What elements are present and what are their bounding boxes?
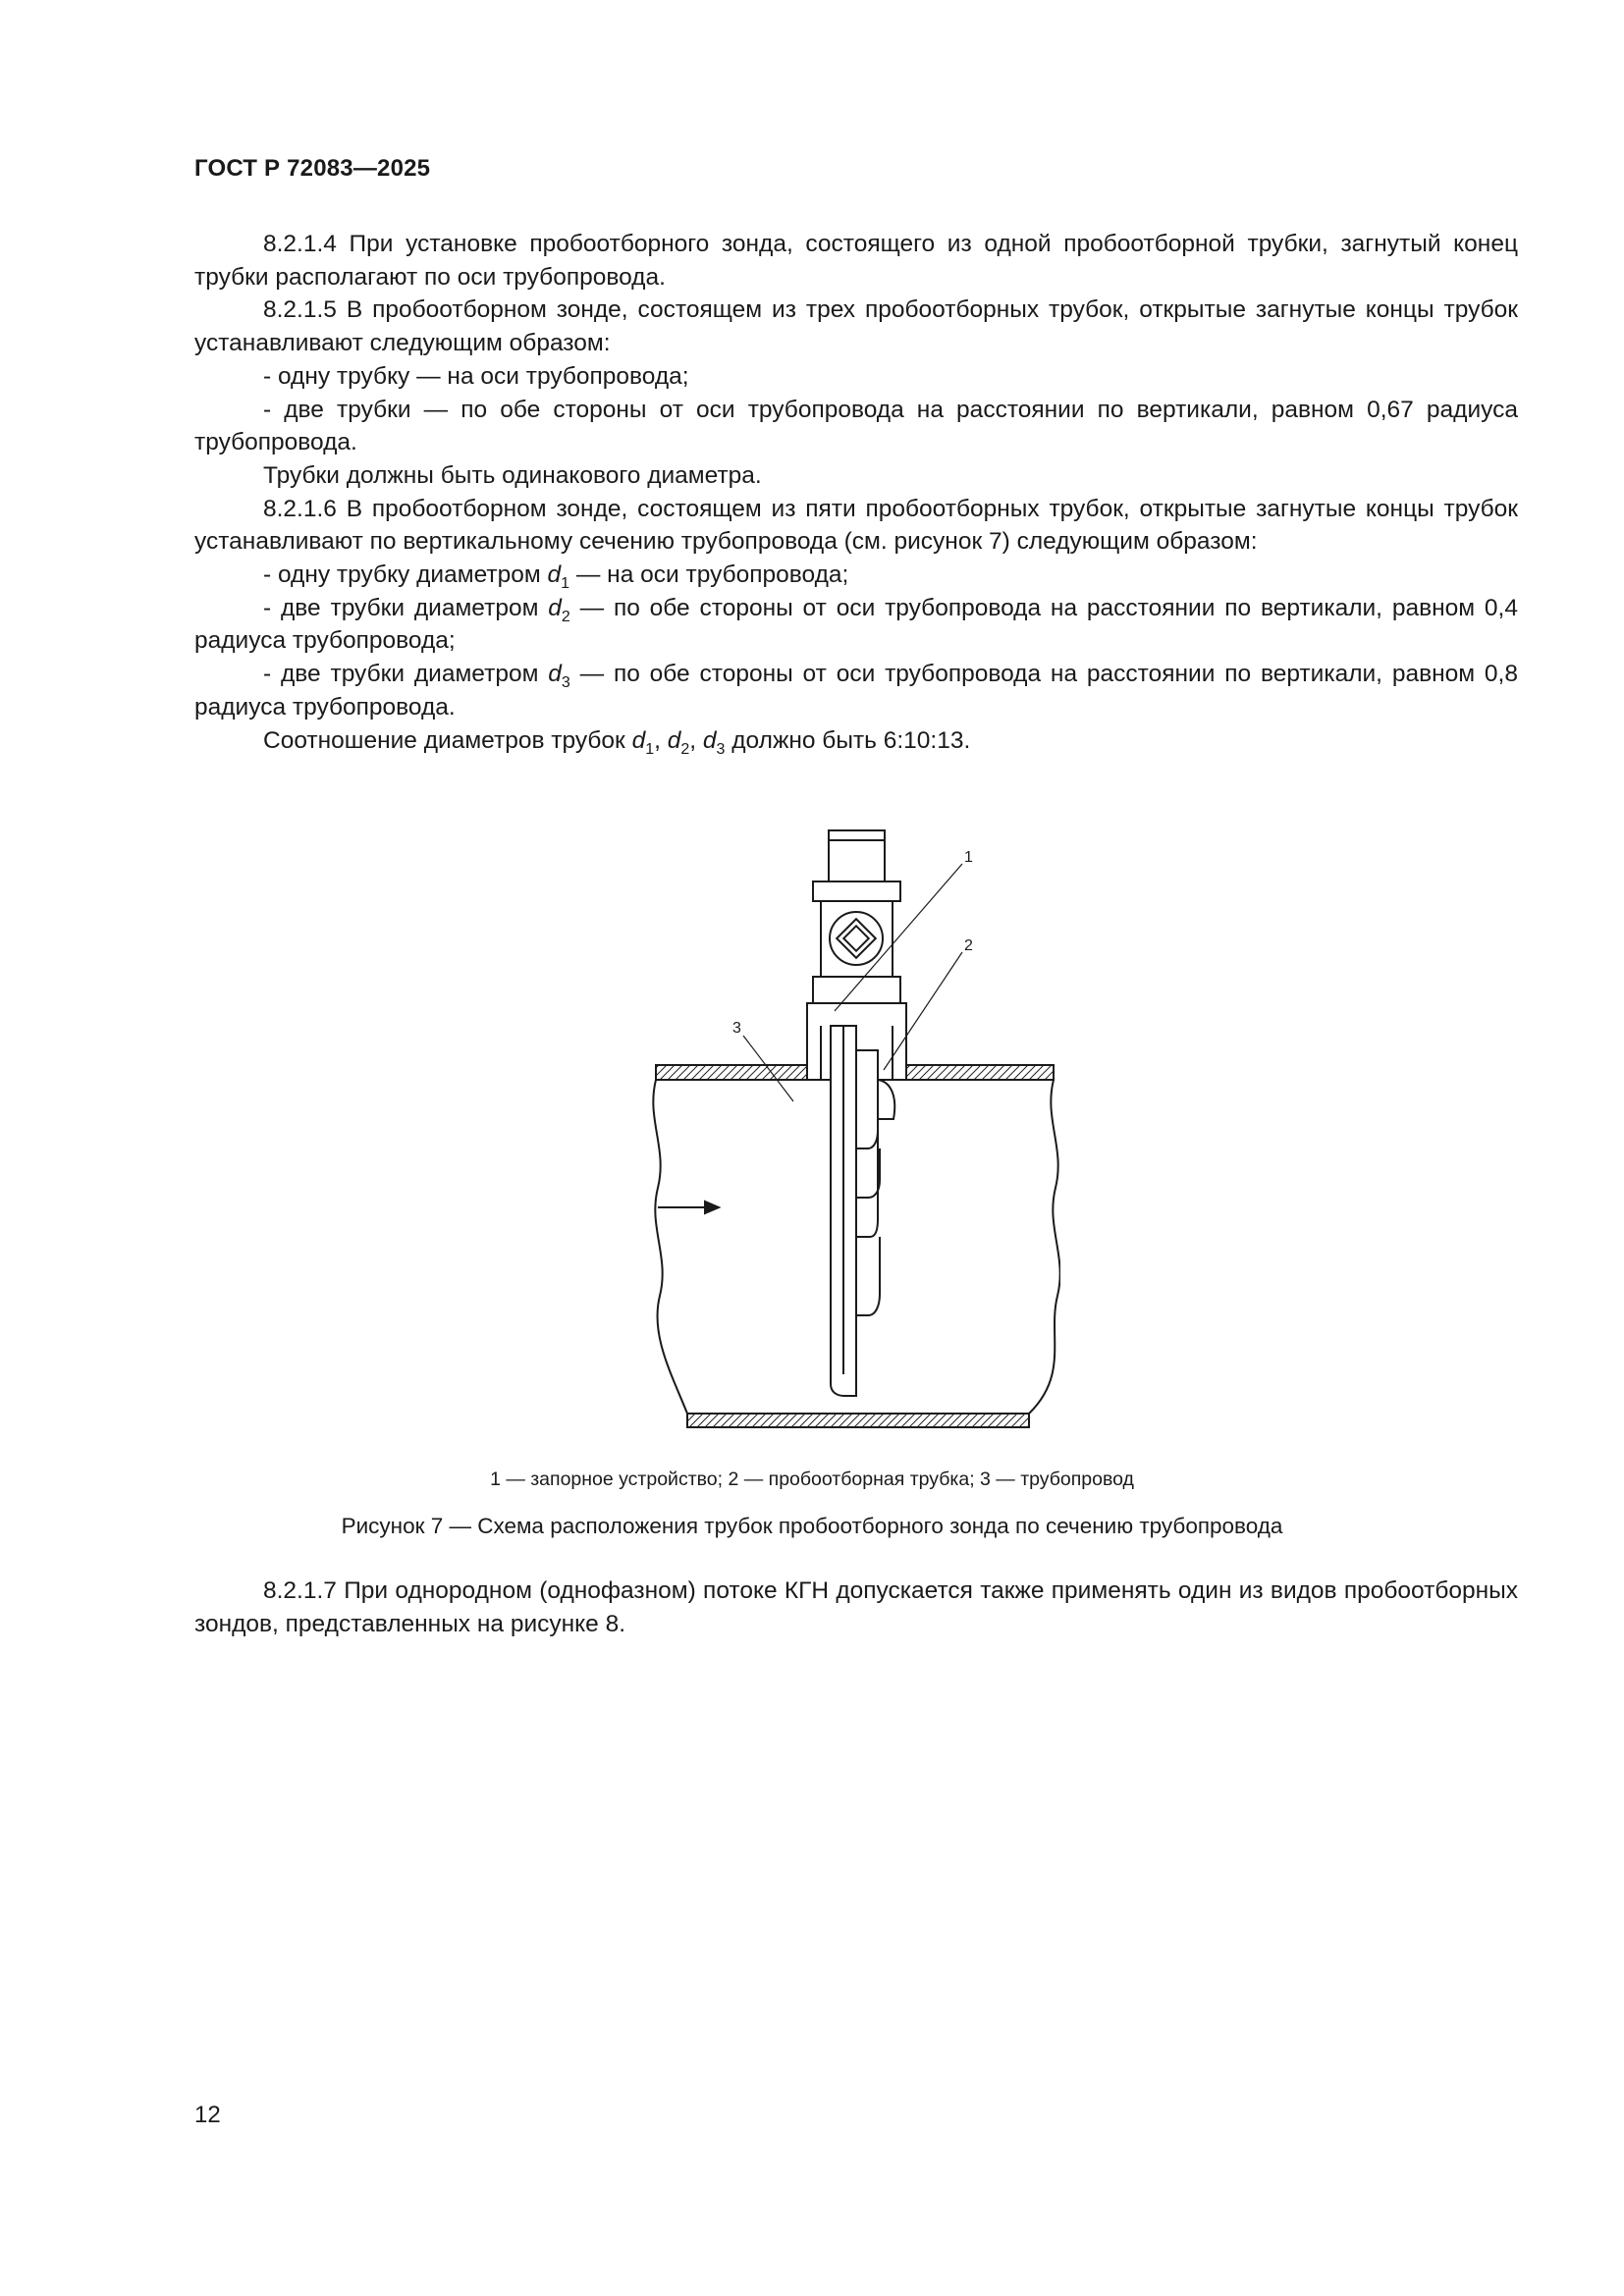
- paragraph-note: Трубки должны быть одинакового диаметра.: [263, 461, 762, 489]
- paragraph-8-2-1-4: 8.2.1.4 При установке пробоотборного зонда, состоящего из одной пробоотборной трубки, загнутый конец трубки располагают по оси трубопровода.: [194, 231, 1518, 291]
- valve-upper-nut: [813, 881, 900, 901]
- paragraph-8-2-1-5: 8.2.1.5 В пробоотборном зонде, состоящем из трех пробоотборных трубок, открытые загнутые концы трубок устанавливают следующим образом:: [194, 296, 1518, 357]
- valve-lower-nut: [813, 977, 900, 1003]
- body-text-block: [194, 1575, 1518, 1640]
- paragraph-8-2-1-6: 8.2.1.6 В пробоотборном зонде, состоящем из пяти пробоотборных трубок, открытые загнутые концы трубок устанавливают по вертикальному сечению трубопровода (см. рисунок 7) следующим образом:: [194, 495, 1518, 556]
- figure-caption: Рисунок 7 — Схема расположения трубок пробоотборного зонда по сечению трубопровода: [341, 1514, 1283, 1538]
- sampling-tube: [878, 1080, 894, 1119]
- paragraph-ratio: Соотношение диаметров трубок $d_1$, $d_2$, $d_3$ должно быть 6:10:13.: [263, 726, 971, 758]
- document-header: ГОСТ Р 72083—2025: [194, 155, 431, 182]
- paragraph-8-2-1-7: 8.2.1.7 При однородном (однофазном) потоке КГН допускается также применять один из видов пробоотборных зондов, представленных на рисунке 8.: [194, 1577, 1518, 1637]
- page-number: 12: [194, 2102, 221, 2128]
- callout-label-2: 2: [964, 937, 973, 954]
- pipe-top-wall: [656, 1065, 807, 1080]
- pipe-top-wall: [906, 1065, 1054, 1080]
- pipe-bottom-wall: [687, 1414, 1029, 1427]
- list-item: - одну трубку — на оси трубопровода;: [263, 362, 689, 390]
- body-text-block: [194, 228, 1518, 757]
- figure-legend: 1 — запорное устройство; 2 — пробоотборная трубка; 3 — трубопровод: [490, 1468, 1134, 1490]
- list-item: - две трубки — по обе стороны от оси трубопровода на расстоянии по вертикали, равном 0,67 радиуса трубопровода.: [194, 396, 1518, 456]
- list-item: - две трубки диаметром $d_3$ — по обе стороны от оси трубопровода на расстоянии по вертикали, равном 0,8 радиуса трубопровода.: [194, 661, 1518, 721]
- sampling-tube: [856, 1237, 880, 1315]
- callout-label-1: 1: [964, 849, 973, 866]
- callout-label-3: 3: [732, 1020, 741, 1037]
- figure-7-probe-diagram: [648, 825, 1060, 1433]
- pipe-right-break: [1029, 1080, 1060, 1414]
- list-item: - две трубки диаметром $d_2$ — по обе стороны от оси трубопровода на расстоянии по вертикали, равном 0,4 радиуса трубопровода;: [194, 594, 1518, 655]
- pipe-left-break: [653, 1080, 687, 1414]
- valve-cap: [829, 838, 885, 881]
- list-item: - одну трубку диаметром $d_1$ — на оси трубопровода;: [263, 561, 849, 593]
